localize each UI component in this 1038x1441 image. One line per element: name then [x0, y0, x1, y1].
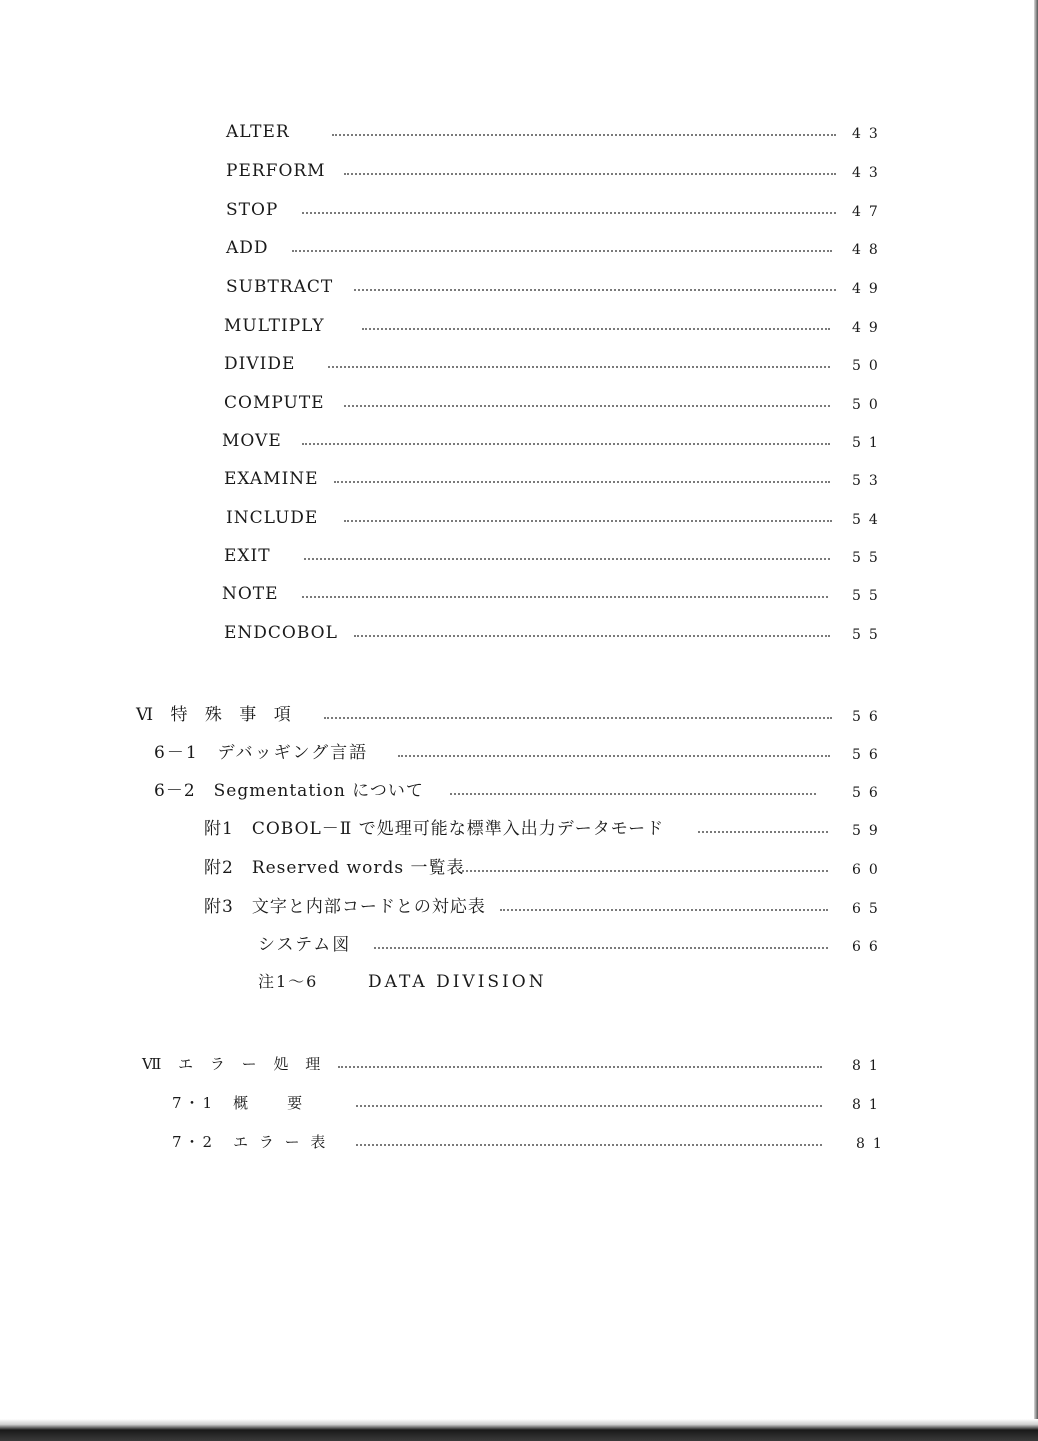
toc-entry-label: COMPUTE	[224, 393, 325, 413]
toc-entry-page: 43	[852, 126, 886, 142]
toc-entry-label: MULTIPLY	[224, 316, 325, 336]
chapter-title: Ⅶ エ ラ ー 処 理	[142, 1055, 327, 1073]
toc-entry-alter	[226, 120, 886, 146]
dotted-leader	[324, 717, 832, 719]
dotted-leader	[450, 793, 816, 795]
toc-entry-note	[222, 582, 886, 608]
toc-section-7-1	[172, 1091, 886, 1117]
toc-entry-compute	[224, 391, 886, 417]
toc-section-6-1	[154, 741, 886, 767]
dotted-leader	[328, 366, 830, 368]
page-bottom-edge	[0, 1419, 1038, 1441]
page-edge-shadow	[1034, 0, 1038, 1441]
dotted-leader	[354, 289, 836, 291]
toc-appendix-2	[204, 856, 886, 882]
section-label: 6－1 デバッギング言語	[154, 743, 369, 763]
toc-entry-page: 54	[852, 512, 886, 528]
toc-appendix-3	[204, 895, 886, 921]
dotted-leader	[338, 1066, 822, 1068]
dotted-leader	[344, 520, 832, 522]
dotted-leader	[356, 1105, 822, 1107]
toc-entry-page: 56	[852, 747, 886, 763]
dotted-leader	[362, 328, 830, 330]
toc-entry-label: PERFORM	[226, 161, 326, 181]
toc-entry-page: 66	[852, 939, 886, 955]
toc-entry-multiply	[224, 314, 886, 340]
toc-entry-label: SUBTRACT	[226, 277, 334, 297]
toc-entry-subtract	[226, 275, 886, 301]
dotted-leader	[344, 405, 830, 407]
toc-entry-page: 55	[852, 627, 886, 643]
dotted-leader	[398, 755, 830, 757]
appendix-label: 附3 文字と内部コードとの対応表	[204, 897, 486, 917]
appendix-label: 附2 Reserved words 一覧表	[204, 858, 465, 878]
dotted-leader	[292, 250, 832, 252]
note-label: 注1～6	[258, 972, 319, 991]
dotted-leader	[344, 173, 836, 175]
toc-note	[258, 970, 658, 996]
dotted-leader	[698, 831, 828, 833]
toc-entry-page: 53	[852, 473, 886, 489]
section-label: 7・1 概 要	[172, 1094, 306, 1112]
toc-entry-page: 48	[852, 242, 886, 258]
note-text: DATA DIVISION	[368, 972, 547, 992]
toc-entry-endcobol	[224, 621, 886, 647]
dotted-leader	[302, 443, 830, 445]
toc-entry-add	[226, 236, 886, 262]
dotted-leader	[302, 212, 836, 214]
toc-section-6-2	[154, 779, 886, 805]
toc-entry-page: 51	[852, 435, 886, 451]
toc-entry-label: EXIT	[224, 546, 271, 566]
appendix-label: システム図	[258, 935, 352, 955]
toc-entry-label: ADD	[226, 238, 269, 258]
toc-entry-page: 60	[852, 862, 886, 878]
toc-entry-move	[222, 429, 886, 455]
toc-entry-page: 47	[852, 204, 886, 220]
dotted-leader	[500, 909, 828, 911]
toc-entry-label: DIVIDE	[224, 354, 296, 374]
toc-entry-page: 81	[852, 1058, 886, 1074]
toc-entry-page: 49	[852, 281, 886, 297]
toc-entry-divide	[224, 352, 886, 378]
toc-entry-page: 81	[856, 1136, 890, 1152]
section-label: 6－2 Segmentation について	[154, 781, 424, 801]
dotted-leader	[462, 870, 828, 872]
toc-entry-page: 50	[852, 397, 886, 413]
toc-entry-label: INCLUDE	[226, 508, 319, 528]
dotted-leader	[302, 596, 828, 598]
dotted-leader	[332, 134, 836, 136]
toc-section-7-2	[172, 1130, 890, 1156]
dotted-leader	[334, 481, 830, 483]
toc-entry-page: 55	[852, 588, 886, 604]
dotted-leader	[356, 1144, 822, 1146]
dotted-leader	[304, 558, 830, 560]
appendix-label: 附1 COBOL－Ⅱ で処理可能な標準入出力データモード	[204, 819, 665, 839]
toc-entry-stop	[226, 198, 886, 224]
toc-system-diagram	[258, 933, 886, 959]
toc-entry-exit	[224, 544, 886, 570]
dotted-leader	[374, 947, 828, 949]
toc-entry-perform	[226, 159, 886, 185]
toc-entry-page: 50	[852, 358, 886, 374]
toc-entry-page: 56	[852, 785, 886, 801]
toc-chapter-6	[136, 703, 886, 729]
toc-entry-label: MOVE	[222, 431, 282, 451]
toc-entry-label: STOP	[226, 200, 279, 220]
toc-appendix-1	[204, 817, 886, 843]
toc-entry-include	[226, 506, 886, 532]
toc-entry-label: NOTE	[222, 584, 279, 604]
toc-entry-page: 59	[852, 823, 886, 839]
toc-entry-label: ALTER	[226, 122, 290, 142]
toc-entry-examine	[224, 467, 886, 493]
chapter-title: Ⅵ 特 殊 事 項	[136, 705, 297, 725]
toc-entry-page: 43	[852, 165, 886, 181]
toc-entry-page: 81	[852, 1097, 886, 1113]
toc-entry-label: EXAMINE	[224, 469, 319, 489]
toc-chapter-7	[142, 1052, 886, 1078]
dotted-leader	[354, 635, 830, 637]
toc-entry-page: 55	[852, 550, 886, 566]
section-label: 7・2 エ ラ ー 表	[172, 1133, 329, 1151]
toc-entry-label: ENDCOBOL	[224, 623, 338, 643]
toc-entry-page: 65	[852, 901, 886, 917]
toc-entry-page: 49	[852, 320, 886, 336]
toc-entry-page: 56	[852, 709, 886, 725]
